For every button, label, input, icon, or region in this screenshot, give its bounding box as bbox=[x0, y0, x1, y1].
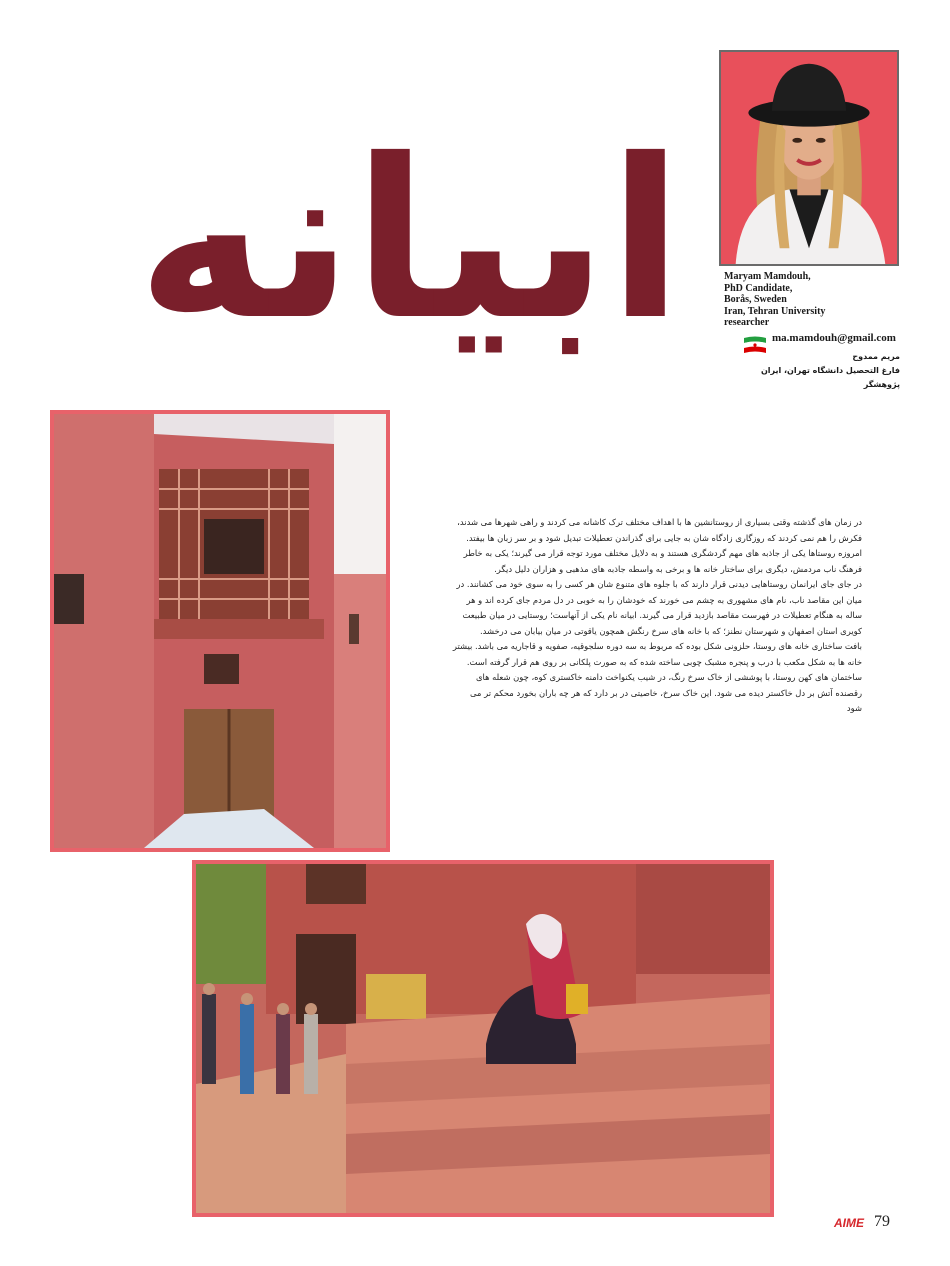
author-portrait bbox=[719, 50, 899, 266]
body-line: رقصنده آتش بر دل خاکستر دیده می شود. این خاک سرخ، خاصیتی در بر دارد که هر چه باران بخورد محکم تر می bbox=[469, 687, 862, 698]
body-line: کویری استان اصفهان و شهرستان نطنز؛ که با خانه های سرخ رنگش همچون یاقوتی در میان بیابان می درخشد. bbox=[479, 625, 862, 636]
body-line: فرهنگ ناب مردمش، دیگری برای ساختار خانه ها و برخی به واسطه جاذبه های مذهبی و هزاران دلیل دیگر. bbox=[494, 563, 862, 574]
author-degree: PhD Candidate, bbox=[724, 282, 793, 294]
author-degree-fa: فارغ التحصیل دانشگاه تهران، ایران bbox=[760, 366, 900, 375]
author-name: Maryam Mamdouh, bbox=[724, 271, 811, 282]
author-university: Iran, Tehran University bbox=[724, 305, 826, 317]
author-name-fa: مریم ممدوح bbox=[852, 352, 900, 361]
author-byline-english bbox=[724, 271, 924, 329]
body-line: خانه ها به شکل مکعب با درب و پنجره مشبک چوبی ساخته شده که به صورت پلکانی بر روی هم قرار گرفته است. bbox=[466, 656, 862, 667]
body-line: در زمان های گذشته وقتی بسیاری از روستانشین ها با اهداف مختلف ترک کاشانه می کردند و راهی شهرها می شدند، bbox=[457, 517, 862, 527]
village-street-photo bbox=[192, 860, 774, 1217]
author-location: Borås, Sweden bbox=[724, 294, 787, 305]
article-title: ابیانه bbox=[136, 112, 684, 368]
body-line: شود bbox=[846, 703, 862, 713]
author-email[interactable]: ma.mamdouh@gmail.com bbox=[772, 332, 896, 344]
body-line: بافت ساختاری خانه های روستا، حلزونی شکل بوده که مربوط به سه دوره سلجوقیه، صفویه و قاجاریه می باشد. بیشتر bbox=[452, 641, 862, 651]
author-role: researcher bbox=[724, 317, 770, 328]
body-line: میان این مقاصد ناب، نام های مشهوری به چشم می خورند که خودشان را به خوبی در دل مردم جای کرده اند و هر bbox=[466, 594, 862, 605]
magazine-logo: AIME bbox=[834, 1216, 864, 1230]
author-byline-persian bbox=[720, 350, 900, 392]
page-number: 79 bbox=[874, 1213, 890, 1230]
body-line: ساختمان های کهن روستا، با پوششی از خاک سرخ رنگ، در شیب یکنواخت دامنه خاکستری کوه، چون شعله های bbox=[475, 672, 862, 682]
article-body bbox=[412, 515, 862, 717]
village-house-photo bbox=[50, 410, 390, 852]
body-line: در جای جای ایرانمان روستاهایی دیدنی قرار دارند که با جلوه های متنوع شان هر کسی را به سوی خود می کشانند. در bbox=[456, 579, 862, 589]
page-footer bbox=[834, 1212, 914, 1234]
author-role-fa: پژوهشگر bbox=[863, 380, 900, 389]
body-line: ساله به هنگام تعطیلات در فهرست مقاصد بازدید قرار می گیرند. ابیانه نام یکی از آنهاست؛ روستایی در میان طبیعت bbox=[462, 610, 862, 620]
body-line: فکرش را هم نمی کردند که روزگاری زادگاه شان به جایی برای گذراندن تعطیلات تبدیل شود و بر سر زبان ها بیفتد. bbox=[466, 532, 862, 543]
body-line: امروزه روستاها یکی از جاذبه های مهم گردشگری هستند و به دلایل مختلف مورد توجه قرار می گیرند؛ یکی به خاطر bbox=[463, 548, 862, 558]
